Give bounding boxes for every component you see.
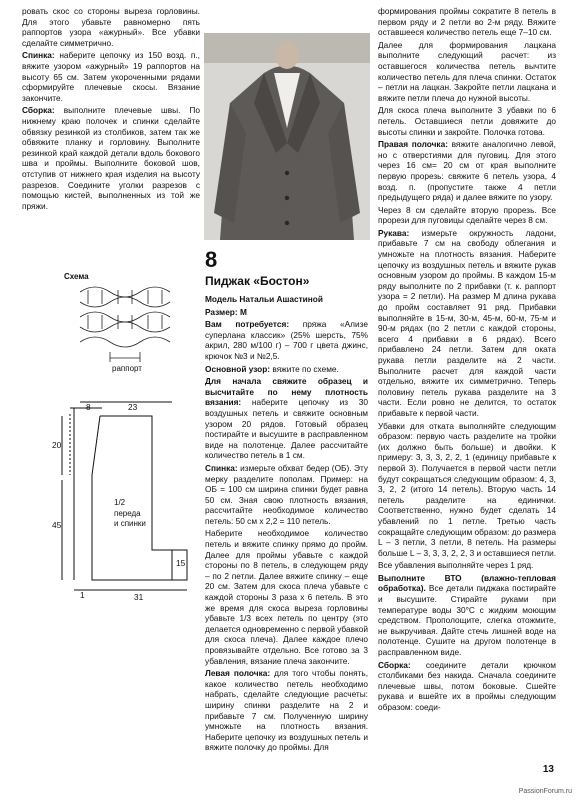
density-label: Для начала свяжите образец и высчитайте по нему плотность вязания:: [205, 376, 368, 408]
pattern-paragraph: [205, 364, 368, 375]
jacket-photo: [204, 33, 370, 240]
back-paragraph: [22, 50, 200, 103]
left-front-paragraph: [205, 668, 368, 753]
pattern-label: [114, 498, 146, 530]
materials-label: Вам потребуется:: [205, 319, 290, 330]
pattern-outline: [22, 400, 192, 605]
materials-paragraph: [205, 319, 368, 361]
shoulder-paragraph: Для скоса плеча выполните 3 убавки по 6 петель. Оставшиеся петли довяжите до высоты спинки и закройте. Полочка готова.: [378, 105, 556, 137]
model-title: Пиджак «Бостон»: [205, 274, 310, 288]
size-value: М: [239, 306, 247, 317]
final-assembly-text: соедините детали крючком столбиками без накида. Сначала соедините плечевые швы, потом боковые. Сшейте рукава и вшейте их в проймы следующим образом: соеди-: [378, 659, 556, 712]
materials-text: пряжа «Ализе суперлана классик» (25% шерсть, 75% акрил, 280 м/100 г) – 700 г цвета джинс, крючок №3 и №2,5.: [205, 319, 368, 361]
back2-paragraph-2: Наберите необходимое количество петель и вяжите спинку прямо до пройм. Далее для проймы убавьте с каждой стороны по 8 петель, в следующем ряду – по 2 петли. Далее вяжите спинку – еще 20 см. Затем для скоса плеча убавьте с каждой стороны 3 раза х 6 петель. В это же время для скоса выреза горловины убавьте 1/3 всех петель по центру (это делается одновременно с первой убавкой для скоса плеча). Далее каждое плечо провязывайте отдельно. Все готово за 3 убавления, вязание плеча закончите.: [205, 528, 368, 666]
pattern-label-front: переда: [114, 508, 141, 518]
scheme-title: Схема: [64, 272, 89, 281]
dim-left-main: 45: [52, 520, 62, 530]
column-middle: [205, 248, 368, 755]
column-right: [378, 6, 556, 715]
right-front-text: вяжите аналогично левой, но с отверстиями для пуговиц. Для этого через 16 см= 20 см от края выполните первую прорезь: свяжите 6 петель узора, 4 возд. п. (пропустите также 4 петли предыдущего ряда) и далее вяжите по узору.: [378, 139, 556, 203]
right-front-paragraph: [378, 139, 556, 203]
size-label: Размер:: [205, 306, 238, 317]
pattern-label-half: 1/2: [114, 498, 126, 507]
jacket-illustration: [204, 33, 370, 240]
buttonhole-paragraph: Через 8 см сделайте вторую прорезь. Все прорези для пуговицы сделайте через 8 см.: [378, 204, 556, 226]
assembly-text: выполните плечевые швы. По нижнему краю полочек и спинки сделайте обвязку резинкой из столбиков, затем так же обвяжите планку и горловину. Выполните резинкой край каждой детали вдоль бокового шва и проймы. Выполните боковой шов, отступив от нижнего края изделия на высоту разрезов. Соедините уголки разрезов с помощью кистей, выполненных из той же пряжи.: [22, 105, 200, 211]
vto-paragraph: [378, 573, 556, 658]
decrease-note: Все убавления выполняйте через 1 ряд.: [378, 560, 534, 571]
garment-pattern: [22, 400, 192, 605]
dim-bottom: 31: [134, 592, 144, 602]
page-number: 13: [542, 764, 554, 776]
dim-top-right: 23: [128, 402, 138, 412]
assembly-label: Сборка:: [22, 105, 55, 116]
dim-top-left: 8: [86, 402, 91, 412]
armhole-paragraph: формирования проймы сократите 8 петель в первом ряду и 2 петли во 2-м ряду. Вяжите оставшееся количество петель еще 7–10 см.: [378, 6, 556, 38]
right-front-label: Правая полочка:: [378, 139, 448, 150]
density-paragraph: [205, 376, 368, 461]
pattern-text: вяжите по схеме.: [272, 363, 339, 374]
crochet-scheme: [60, 272, 190, 382]
vto-text: Все детали пиджака постирайте и высушите. Стирайте руками при температуре воды 30°С с жидким моющим средством. Прополощите, слегка отожмите, не выкручивая. Дайте стечь лишней воде на полотенце. Сушите на другом полотенце в расправленном виде.: [378, 583, 557, 658]
intro-paragraph: ровать скос со стороны выреза горловины. Для этого убавьте равномерно пять раппортов узора «ажурный». Все убавки сделайте симметрично.: [22, 6, 200, 48]
column-left: [22, 6, 200, 213]
sleeve-paragraph: [378, 228, 556, 419]
sleeve-text: измерьте окружность ладони, прибавьте 7 см на свободу облегания и умножьте на плотность вязания. Наберите цепочку из воздушных петель и вяжите рукав основным узором до проймы. В каждом 15-м ряду выполните по 2 прибавки (т. к. раппорт узора = 2 петли). На размер М длина рукава до пройм составляет 91 ряд. Прибавки выполняйте в 15-м, 30-м, 45-м, 60-м, 75-м и 90-м рядах (по 2 петли с каждой стороны, всего 4 прибавки в 6 рядах). Всего прибавлено 24 петли. Затем для окатa рукава петли разделите на 2 части. Выполните расчет для каждой части отдельно, вяжите их симметрично. Теперь половину петель рукава разделите на 3 части. Если ровно не делится, то остаток прибавьте к первой части.: [378, 227, 556, 418]
left-front-label: Левая полочка:: [205, 668, 271, 679]
lapel-paragraph: Далее для формирования лацкана выполните следующий расчет: из оставшегося количества петель вычтите количество петель для плеча спинки. Остаток – петли на лацкан. Закройте петли лацкана и вяжите петли плеча до нужной высоты.: [378, 39, 556, 103]
back2-label: Спинка:: [205, 462, 238, 473]
back2-paragraph: [205, 463, 368, 527]
footer-watermark: PassionForum.ru: [518, 788, 572, 796]
vto-label: Выполните ВТО (влажно-тепловая обработка).: [378, 572, 556, 594]
sleeve-label: Рукава:: [378, 227, 410, 238]
back2-text: измерьте обхват бедер (ОБ). Эту мерку разделите пополам. Пример: на ОБ = 100 см ширина спинки будет равна 50 см. Зная свою плотность вязания, рассчитайте необходимое количество петель: 50 см х 2,2 = 110 петель.: [205, 462, 368, 526]
size-line: [205, 307, 368, 318]
dim-right: 15: [176, 558, 186, 568]
density-text: наберите цепочку из 30 воздушных петель и свяжите основным узором 20 рядов. Готовый образец постирайте и высушите в расправленном виде на полотенце. Далее рассчитайте количество петель в 1 см.: [205, 397, 369, 461]
model-number: 8: [205, 247, 218, 272]
model-author: Модель Натальи Ашастиной: [205, 294, 323, 304]
decrease-paragraph: Убавки для откатa выполняйте следующим образом: первую часть разделите на тройки (их должно быть больше) и двойки. К примеру: 3, 3, 3, 2, 2, 1 (единицу прибавьте к первой 3). Получается в первой части петли будут сокращаться следующим образом: 4, 3, 3, 2, 2 (итого 14 петель). Вторую часть 14 петель разделите на единички. Соответственно, нужно будет сделать 14 убавлений по 1 петле. Третью часть сокращайте следующим образом: до размера L – 3 петли, 3 петли, 8 петель. На размеры больше L – 3, 3, 3, 2, 2, 3 и оставшиеся петли.: [378, 420, 557, 558]
back-label: Спинка:: [22, 50, 55, 61]
assembly-paragraph: [22, 105, 200, 211]
pattern-label: Основной узор:: [205, 363, 271, 374]
back-text: наберите цепочку из 150 возд. п., вяжите узором «ажурный» 19 раппортов на высоту 65 см. Затем укороченными рядами сформируйте плечевые скосы. Вязание закончите.: [22, 50, 200, 103]
dim-bottom-left: 1: [80, 590, 85, 600]
rapport-label: раппорт: [112, 364, 142, 373]
final-assembly-paragraph: [378, 660, 556, 713]
dim-left-top: 20: [52, 440, 62, 450]
left-front-text: для того чтобы понять, какое количество петель необходимо набрать, сделайте следующие расчеты: ширину спинки разделите на 2 и прибавьте 7 см. Полученную ширину умножьте на плотность вязания. Наберите цепочку из воздушных петель и вяжите полочку до проймы. Для: [205, 668, 369, 753]
final-assembly-label: Сборка:: [378, 659, 411, 670]
pattern-label-back: и спинки: [114, 519, 146, 529]
